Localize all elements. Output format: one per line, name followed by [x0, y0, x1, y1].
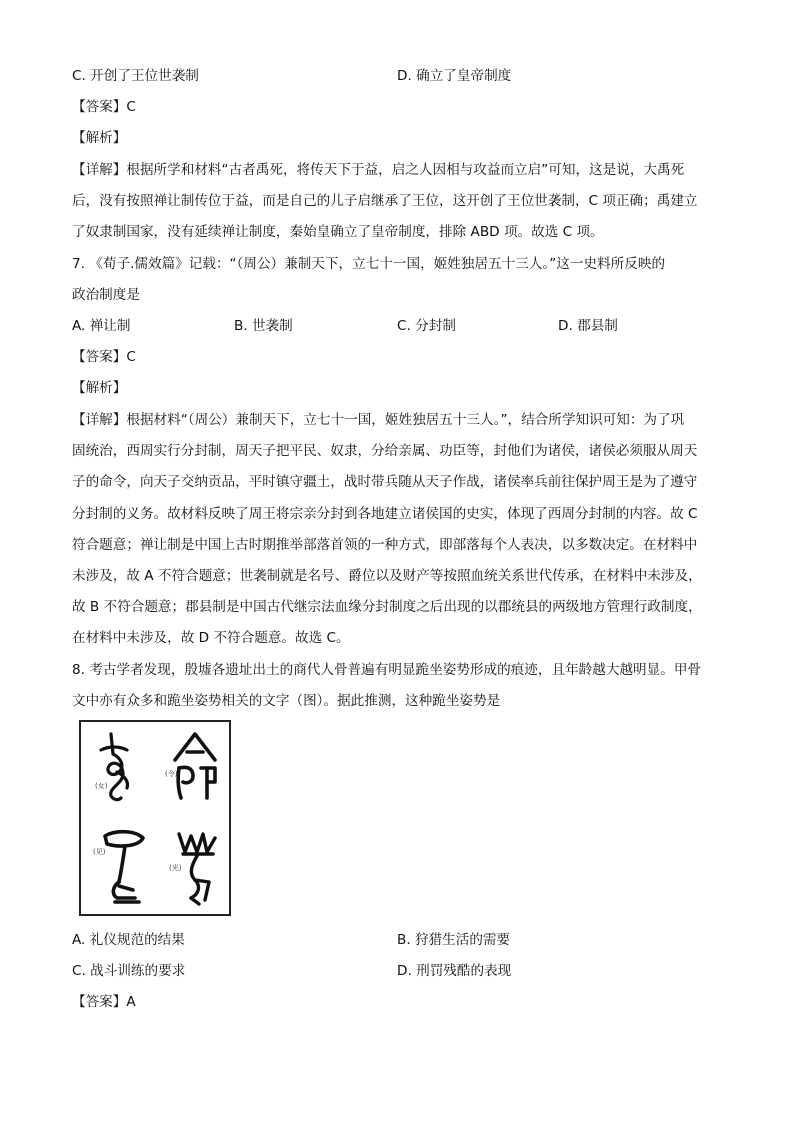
q7-option-a: A. 禅让制: [72, 318, 131, 334]
q7-answer: [72, 347, 732, 367]
oracle-bone-figure: [79, 720, 231, 916]
q7-detail-line: 未涉及，故 A 不符合题意；世袭制就是名号、爵位以及财产等按照血统关系世代传承，在材料中未涉及，: [72, 568, 702, 584]
q7-detail-line: 在材料中未涉及，故 D 不符合题意。故选 C。: [72, 630, 350, 646]
q6-answer: [72, 97, 732, 117]
q7-detail-line: 分封制的义务。故材料反映了周王将宗亲分封到各地建立诸侯国的史实，体现了西周分封制的内容。故 C: [72, 506, 698, 522]
answer-value: C: [126, 99, 136, 115]
q8-option-c: C. 战斗训练的要求: [72, 963, 186, 979]
oracle-glyph-ling-icon: [167, 726, 223, 806]
q7-detail-line: 【详解】根据材料“（周公）兼制天下，立七十一国，姬姓独居五十三人。”，结合所学知识可知：为了巩: [72, 412, 685, 428]
q7-detail-line: 固统治，西周实行分封制，周天子把平民、奴隶，分给亲属、功臣等，封他们为诸侯，诸侯必须服从周天: [72, 443, 698, 459]
q8-option-d: D. 刑罚残酷的表现: [397, 963, 512, 979]
q7-detail-line: 符合题意；禅让制是中国上古时期推举部落首领的一种方式，即部落每个人表决，以多数决定。在材料中: [72, 537, 698, 553]
q7-option-c: C. 分封制: [397, 318, 456, 334]
answer-tag: 【答案】: [72, 349, 127, 365]
q7-stem-line: 政治制度是: [72, 287, 140, 303]
answer-value: C: [126, 349, 136, 365]
q8-option-a: A. 礼仪规范的结果: [72, 932, 185, 948]
q6-option-d: D. 确立了皇帝制度: [397, 68, 512, 84]
figure-label: (光): [169, 864, 182, 872]
q6-detail-line: 了奴隶制国家，没有延续禅让制度，秦始皇确立了皇帝制度，排除 ABD 项。故选 C 项。: [72, 224, 604, 240]
q8-answer: [72, 992, 732, 1012]
q6-analysis-tag: 【解析】: [72, 130, 127, 146]
figure-label: (令): [165, 770, 178, 778]
figure-label: (女): [95, 782, 108, 790]
q8-stem-line: 8. 考古学者发现，殷墟各遗址出土的商代人骨普遍有明显跪坐姿势形成的痕迹，且年龄越大越明显。甲骨: [72, 662, 702, 678]
answer-value: A: [126, 994, 136, 1010]
q7-detail-line: 故 B 不符合题意；郡县制是中国古代继宗法血缘分封制度之后出现的以郡统县的两级地方管理行政制度，: [72, 599, 702, 615]
q7-analysis-tag: 【解析】: [72, 380, 127, 396]
q6-detail-line: 后，没有按照禅让制传位于益，而是自己的儿子启继承了王位，这开创了王位世袭制，C 项正确；禹建立: [72, 193, 698, 209]
q8-stem-line: 文中亦有众多和跪坐姿势相关的文字（图）。据此推测，这种跪坐姿势是: [72, 693, 501, 709]
oracle-glyph-jian-icon: [95, 826, 149, 910]
q6-option-c: C. 开创了王位世袭制: [72, 68, 199, 84]
q7-option-d: D. 郡县制: [558, 318, 618, 334]
figure-label: (见): [93, 848, 106, 856]
answer-tag: 【答案】: [72, 99, 127, 115]
q7-option-b: B. 世袭制: [234, 318, 293, 334]
q8-option-b: B. 狩猎生活的需要: [397, 932, 511, 948]
answer-tag: 【答案】: [72, 994, 127, 1010]
oracle-glyph-nv-icon: [91, 728, 137, 808]
q6-detail-line: 【详解】根据所学和材料“古者禹死，将传天下于益，启之人因相与攻益而立启”可知，这是说，大禹死: [72, 162, 685, 178]
q7-detail-line: 子的命令，向天子交纳贡品，平时镇守疆土，战时带兵随从天子作战，诸侯率兵前往保护周王是为了遵守: [72, 474, 698, 490]
q7-stem-line: 7. 《荀子.儒效篇》记载：“（周公）兼制天下，立七十一国，姬姓独居五十三人。”这一史料所反映的: [72, 256, 666, 272]
